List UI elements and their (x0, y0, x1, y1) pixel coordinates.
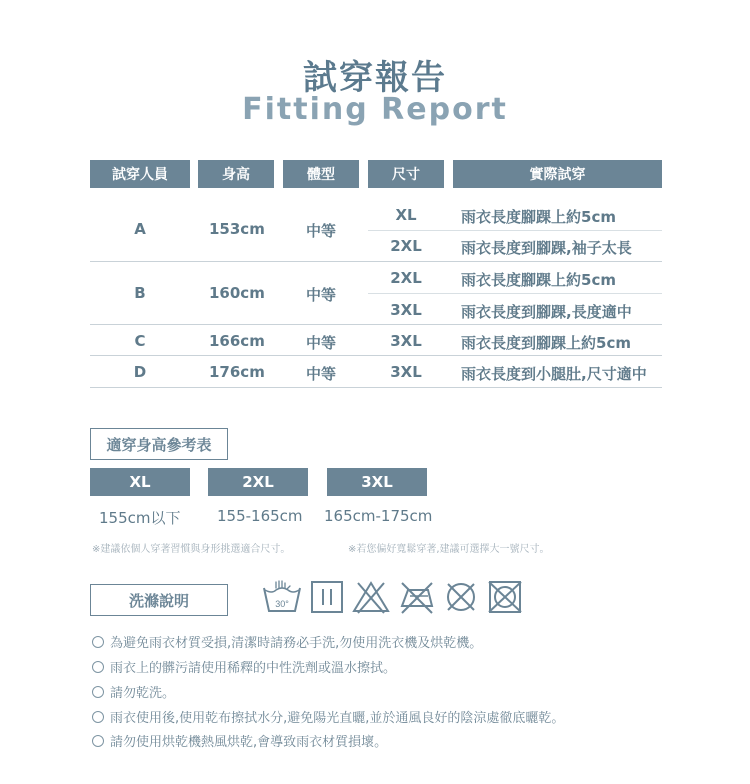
no-tumble-dry-icon (486, 580, 524, 614)
divider (90, 324, 662, 325)
row-a-build: 中等 (305, 222, 336, 240)
size-2xl-range: 155-165cm (217, 507, 303, 525)
row-c-person: C (134, 332, 146, 350)
divider (90, 261, 662, 262)
row-c-note: 雨衣長度到腳踝上約5cm (461, 334, 631, 352)
wash-item-text: 為避免雨衣材質受損,清潔時請務必手洗,勿使用洗衣機及烘乾機。 (110, 636, 483, 651)
row-d-note: 雨衣長度到小腿肚,尺寸適中 (461, 365, 647, 383)
bullet-icon (92, 636, 104, 648)
page-subtitle: Fitting Report (242, 92, 508, 127)
row-a-note-1: 雨衣長度腳踝上約5cm (461, 208, 616, 226)
header-size: 尺寸 (368, 160, 444, 188)
row-b-note-1: 雨衣長度腳踝上約5cm (461, 271, 616, 289)
height-ref-label: 適穿身高參考表 (90, 428, 228, 460)
line-dry-icon (310, 580, 344, 614)
bullet-icon (92, 686, 104, 698)
wash-item-text: 雨衣使用後,使用乾布擦拭水分,避免陽光直曬,並於通風良好的陰涼處徹底曬乾。 (110, 711, 565, 726)
wash-item-text: 請勿使用烘乾機熱風烘乾,會導致雨衣材質損壞。 (110, 735, 388, 750)
header-height: 身高 (198, 160, 274, 188)
row-c-height: 166cm (209, 332, 265, 350)
wash-label: 洗滌說明 (90, 584, 228, 616)
row-d-person: D (133, 363, 147, 381)
divider (368, 293, 662, 294)
row-a-size-1: XL (395, 206, 417, 224)
size-3xl-range: 165cm-175cm (324, 507, 433, 525)
no-dry-clean-icon (444, 580, 478, 614)
wash-item-text: 請勿乾洗。 (110, 686, 176, 701)
size-2xl-header: 2XL (208, 468, 308, 496)
wash-temp-label: 30° (275, 599, 289, 609)
row-d-build: 中等 (305, 365, 336, 383)
row-a-height: 153cm (209, 220, 265, 238)
row-b-person: B (134, 284, 146, 302)
row-a-person: A (134, 220, 146, 238)
divider (368, 230, 662, 231)
row-b-size-1: 2XL (390, 269, 422, 287)
wash-item-text: 雨衣上的髒污請使用稀釋的中性洗劑或溫水擦拭。 (110, 661, 397, 676)
page-title: 試穿報告 (303, 58, 447, 98)
wash-item (92, 682, 175, 701)
row-c-size: 3XL (390, 332, 422, 350)
care-icons (262, 580, 524, 614)
wash-item (92, 632, 482, 651)
size-xl-header: XL (90, 468, 190, 496)
row-a-note-2: 雨衣長度到腳踝,袖子太長 (461, 239, 632, 257)
wash-item (92, 657, 396, 676)
row-b-height: 160cm (209, 284, 265, 302)
size-note-1: ※建議依個人穿著習慣與身形挑選適合尺寸。 (92, 544, 291, 555)
no-bleach-icon (352, 580, 390, 614)
wash-item (92, 731, 387, 750)
row-a-size-2: 2XL (390, 237, 422, 255)
row-b-build: 中等 (305, 286, 336, 304)
wash-item (92, 707, 564, 726)
row-d-height: 176cm (209, 363, 265, 381)
row-b-size-2: 3XL (390, 301, 422, 319)
bullet-icon (92, 735, 104, 747)
size-xl-range: 155cm以下 (99, 509, 181, 527)
row-d-size: 3XL (390, 363, 422, 381)
divider (90, 387, 662, 388)
row-c-build: 中等 (305, 334, 336, 352)
header-build: 體型 (283, 160, 359, 188)
size-3xl-header: 3XL (327, 468, 427, 496)
hand-wash-30-icon (262, 580, 302, 614)
header-person: 試穿人員 (90, 160, 190, 188)
bullet-icon (92, 711, 104, 723)
row-b-note-2: 雨衣長度到腳踝,長度適中 (461, 303, 632, 321)
no-iron-icon (398, 580, 436, 614)
header-actual-fit: 實際試穿 (453, 160, 662, 188)
bullet-icon (92, 661, 104, 673)
divider (90, 355, 662, 356)
size-note-2: ※若您偏好寬鬆穿著,建議可選擇大一號尺寸。 (348, 544, 550, 555)
